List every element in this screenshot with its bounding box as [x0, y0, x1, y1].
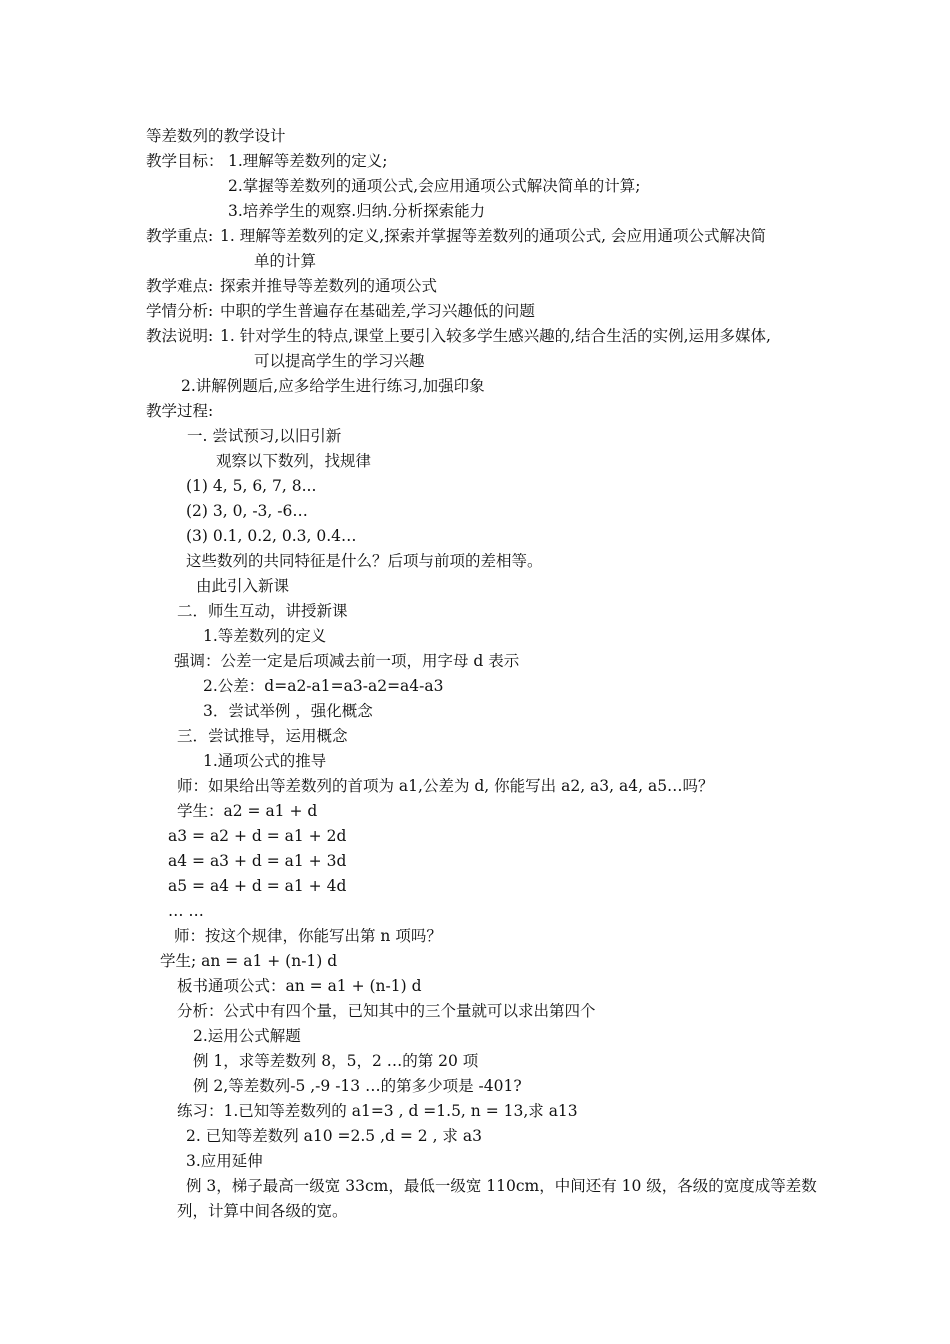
- objectives-label: 教学目标：: [146, 152, 224, 170]
- method-line-3: 2.讲解例题后,应多给学生进行练习,加强印象: [181, 377, 485, 395]
- practice-1: 练习：1.已知等差数列的 a1=3 , d =1.5, n = 13,求 a13: [177, 1102, 578, 1120]
- method-line-2: 可以提高学生的学习兴趣: [254, 352, 425, 370]
- student-an: 学生; an = a1 + (n-1) d: [160, 952, 338, 970]
- document-title: 等差数列的教学设计: [146, 127, 286, 145]
- objective-3: 3.培养学生的观察.归纳.分析探索能力: [228, 202, 486, 220]
- objective-2: 2.掌握等差数列的通项公式,会应用通项公式解决简单的计算;: [228, 177, 641, 195]
- formula-a4: a4 = a3 + d = a1 + 3d: [168, 852, 347, 870]
- practice-2: 2. 已知等差数列 a10 =2.5 ,d = 2 , 求 a3: [186, 1127, 482, 1145]
- sequence-2: (2) 3, 0, -3, -6…: [186, 502, 308, 520]
- key-points-label: 教学重点:: [146, 227, 214, 245]
- example-1: 例 1，求等差数列 8，5，2 …的第 20 项: [193, 1052, 479, 1070]
- objective-1: 1.理解等差数列的定义;: [228, 152, 388, 170]
- process-label: 教学过程:: [146, 402, 214, 420]
- emphasis-text: 强调：公差一定是后项减去前一项，用字母 d 表示: [174, 652, 520, 670]
- application-extension: 3.应用延伸: [186, 1152, 263, 1170]
- sequence-1: (1) 4, 5, 6, 7, 8...: [186, 477, 317, 495]
- example-2: 例 2,等差数列-5 ,-9 -13 …的第多少项是 -401?: [193, 1077, 522, 1095]
- apply-formula: 2.运用公式解题: [193, 1027, 301, 1045]
- section-1-title: 一. 尝试预习,以旧引新: [187, 427, 342, 445]
- formula-a3: a3 = a2 + d = a1 + 2d: [168, 827, 347, 845]
- formula-analysis: 分析：公式中有四个量，已知其中的三个量就可以求出第四个: [177, 1002, 596, 1020]
- formula-a5: a5 = a4 + d = a1 + 4d: [168, 877, 347, 895]
- teacher-question-2: 师：按这个规律，你能写出第 n 项吗？: [174, 927, 442, 945]
- section-2-title: 二．师生互动，讲授新课: [177, 602, 348, 620]
- observe-text: 观察以下数列，找规律: [216, 452, 372, 470]
- key-points-line-1: 1. 理解等差数列的定义,探索并掌握等差数列的通项公式, 会应用通项公式解决简: [220, 227, 766, 245]
- student-a2: 学生：a2 = a1 + d: [177, 802, 318, 820]
- definition-item: 1.等差数列的定义: [203, 627, 327, 645]
- section-3-title: 三．尝试推导，运用概念: [177, 727, 348, 745]
- board-formula: 板书通项公式：an = a1 + (n-1) d: [177, 977, 422, 995]
- common-feature: 这些数列的共同特征是什么？后项与前项的差相等。: [186, 552, 543, 570]
- method-label: 教法说明:: [146, 327, 214, 345]
- common-difference: 2.公差：d=a2-a1=a3-a2=a4-a3: [203, 677, 444, 695]
- key-points-line-2: 单的计算: [254, 252, 317, 270]
- teacher-question-1: 师：如果给出等差数列的首项为 a1,公差为 d, 你能写出 a2, a3, a4, a5…吗？: [177, 777, 714, 795]
- analysis-text: 中职的学生普遍存在基础差,学习兴趣低的问题: [220, 302, 535, 320]
- derivation-item: 1.通项公式的推导: [203, 752, 327, 770]
- difficulty-label: 教学难点:: [146, 277, 214, 295]
- sequence-3: (3) 0.1, 0.2, 0.3, 0.4…: [186, 527, 357, 545]
- analysis-label: 学情分析:: [146, 302, 214, 320]
- method-line-1: 1. 针对学生的特点,课堂上要引入较多学生感兴趣的,结合生活的实例,运用多媒体,: [220, 327, 771, 345]
- example-3-line-2: 列，计算中间各级的宽。: [177, 1202, 348, 1220]
- example-3-line-1: 例 3，梯子最高一级宽 33cm，最低一级宽 110cm，中间还有 10 级，各级的宽度成等差数: [186, 1177, 817, 1195]
- ellipsis: … …: [168, 902, 204, 920]
- intro-new-lesson: 由此引入新课: [196, 577, 290, 595]
- difficulty-text: 探索并推导等差数列的通项公式: [220, 277, 438, 295]
- try-example: 3．尝试举例 ，强化概念: [203, 702, 373, 720]
